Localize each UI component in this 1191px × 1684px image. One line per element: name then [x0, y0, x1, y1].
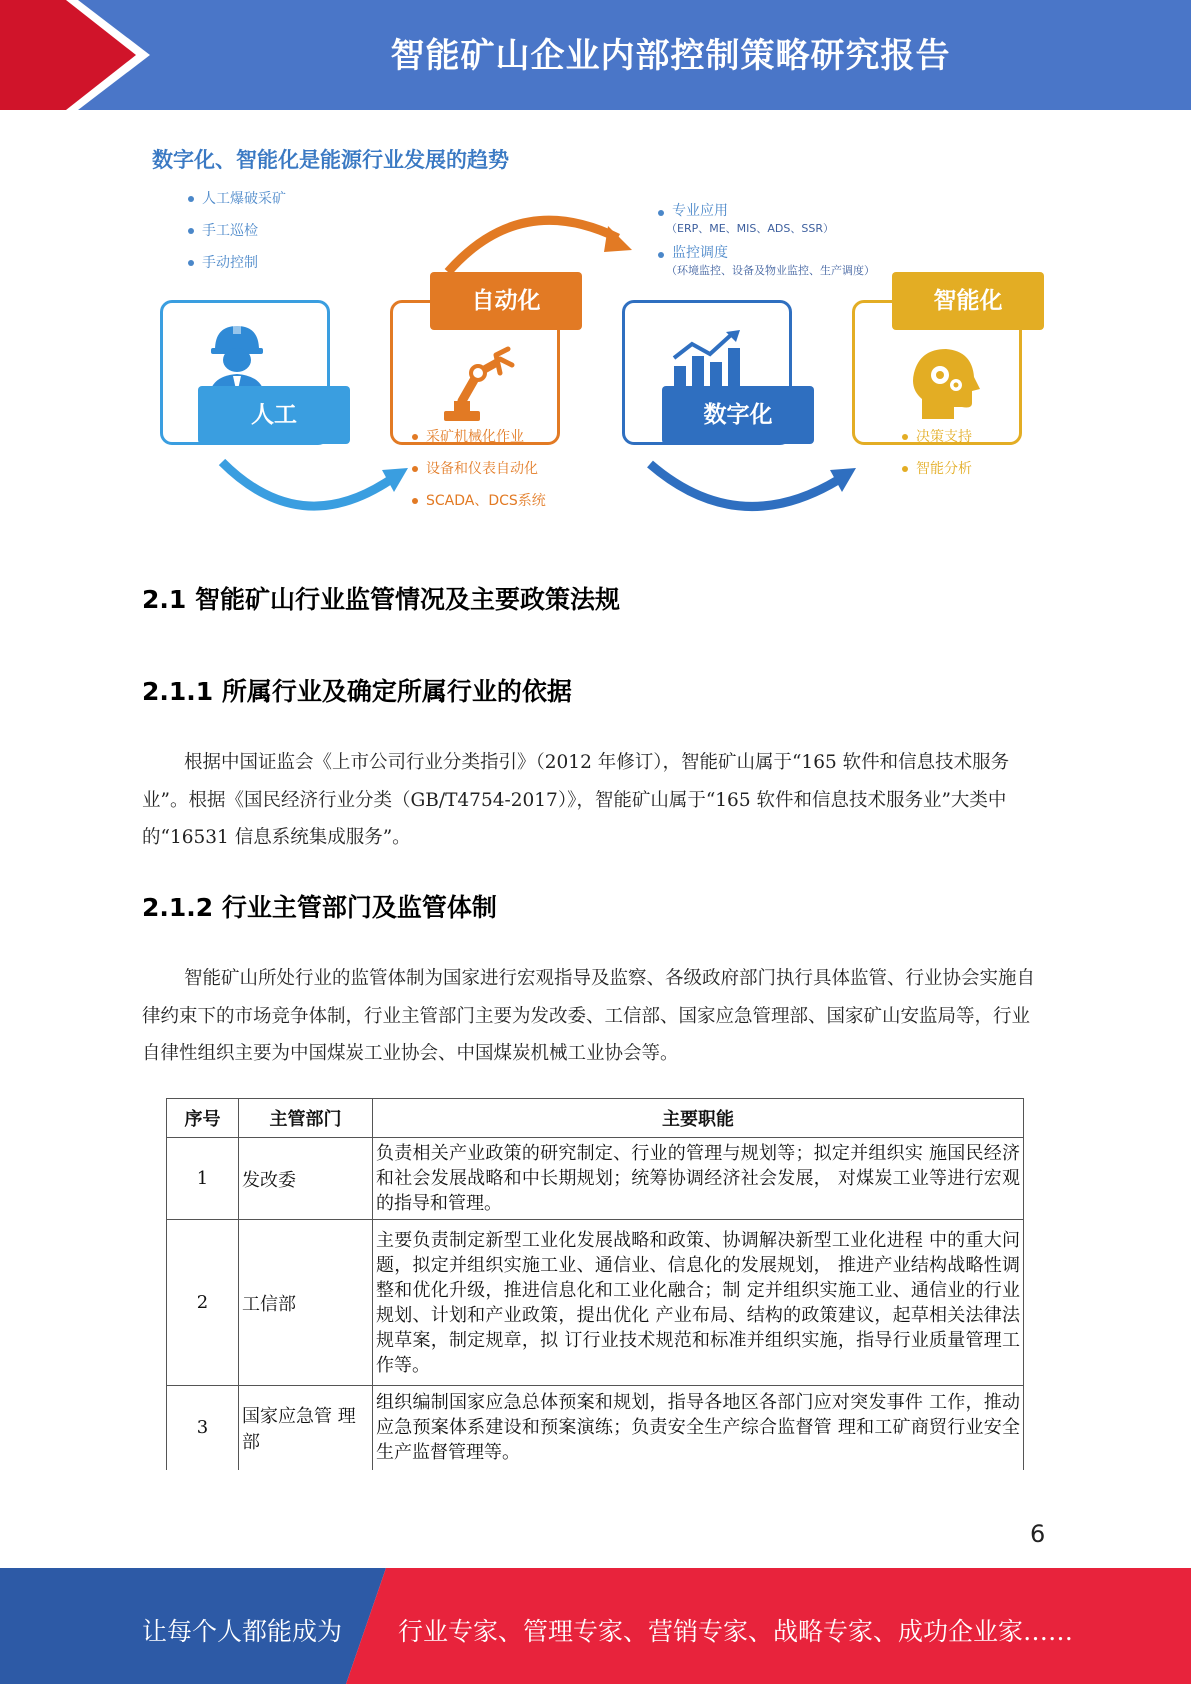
- section-heading-2-1: 2.1 智能矿山行业监管情况及主要政策法规: [142, 585, 620, 614]
- list-item: 手动控制: [188, 252, 286, 284]
- list-item: [658, 244, 875, 280]
- section-heading-2-1-1: 2.1.1 所属行业及确定所属行业的依据: [142, 677, 572, 706]
- brain-gear-icon: [910, 345, 980, 419]
- footer-slogan-right: 行业专家、管理专家、营销专家、战略专家、成功企业家……: [398, 1617, 1074, 1646]
- table-cell-number: 2: [167, 1220, 239, 1386]
- table-header-cell: 主管部门: [239, 1099, 373, 1138]
- bullet-subtext: （ERP、ME、MIS、ADS、SSR）: [666, 222, 834, 235]
- header-bar: [0, 0, 1191, 110]
- list-item: 人工爆破采矿: [188, 188, 286, 220]
- stage-automation-label: 自动化: [430, 272, 582, 330]
- table-cell-department: 国家应急管 理部: [239, 1386, 373, 1470]
- diagram-title: 数字化、智能化是能源行业发展的趋势: [152, 148, 509, 172]
- list-item: [658, 202, 875, 238]
- table-cell-number: 1: [167, 1138, 239, 1220]
- bullet-subtext: （环境监控、设备及物业监控、生产调度）: [666, 264, 875, 277]
- robot-arm-icon: [438, 345, 518, 425]
- table-cell-duty: 主要负责制定新型工业化发展战略和政策、协调解决新型工业化进程 中的重大问题，拟定并组织实施工业、通信业、信息化的发展规划， 推进产业结构战略性调整和优化升级，推进信息化和工业化融合；制 定并组织实施工业、通信业的行业规划、计划和产业政策，提出优化 产业布局、结构的政策建议，起草相关法律法规草案，制定规章，拟 订行业技术规范和标准并组织实施，指导行业质量管理工作等。: [373, 1220, 1024, 1386]
- table-row: [167, 1220, 1024, 1386]
- table-header-cell: 主要职能: [373, 1099, 1024, 1138]
- intelligent-bullets: [902, 426, 972, 490]
- table-row: [167, 1138, 1024, 1220]
- list-item: 手工巡检: [188, 220, 286, 252]
- list-item: 采矿机械化作业: [412, 426, 546, 458]
- table-cell-number: 3: [167, 1386, 239, 1470]
- digital-bullets: [658, 202, 875, 286]
- paragraph-industry-classification: 根据中国证监会《上市公司行业分类指引》（2012 年修订），智能矿山属于“165 软件和信息技术服务业”。根据《国民经济行业分类（GB/T4754-2017）》，智能矿山属于“165 软件和信息技术服务业”大类中的“16531 信息系统集成服务”。: [142, 752, 1010, 848]
- table-cell-duty: 负责相关产业政策的研究制定、行业的管理与规划等；拟定并组织实 施国民经济和社会发展战略和中长期规划；统筹协调经济社会发展， 对煤炭工业等进行宏观的指导和管理。: [373, 1138, 1024, 1220]
- table-row: [167, 1386, 1024, 1470]
- bullet-text: 监控调度: [672, 245, 728, 261]
- page-number: 6: [1030, 1520, 1046, 1548]
- paragraph-regulatory-system: 智能矿山所处行业的监管体制为国家进行宏观指导及监察、各级政府部门执行具体监管、行业协会实施自律约束下的市场竞争体制，行业主管部门主要为发改委、工信部、国家应急管理部、国家矿山安监局等，行业自律性组织主要为中国煤炭工业协会、中国煤炭机械工业协会等。: [142, 968, 1036, 1064]
- industry-trend-diagram: [150, 140, 1050, 560]
- header-chevron-decoration: [0, 0, 150, 110]
- table-header-row: [167, 1099, 1024, 1138]
- stage-intelligent-label: 智能化: [892, 272, 1044, 330]
- list-item: SCADA、DCS系统: [412, 490, 546, 522]
- regulatory-departments-table: [166, 1098, 1024, 1470]
- table-cell-duty: 组织编制国家应急总体预案和规划，指导各地区各部门应对突发事件 工作，推动应急预案体系建设和预案演练；负责安全生产综合监督管 理和工矿商贸行业安全生产监督管理等。: [373, 1386, 1024, 1470]
- manual-bullets: [188, 188, 286, 284]
- footer-banner: [0, 1568, 1191, 1684]
- table-cell-department: 发改委: [239, 1138, 373, 1220]
- list-item: 决策支持: [902, 426, 972, 458]
- bullet-text: 专业应用: [672, 203, 728, 219]
- automation-bullets: [412, 426, 546, 522]
- table-cell-department: 工信部: [239, 1220, 373, 1386]
- list-item: 智能分析: [902, 458, 972, 490]
- report-title: 智能矿山企业内部控制策略研究报告: [390, 36, 951, 76]
- footer-slogan-left: 让每个人都能成为: [142, 1617, 343, 1646]
- stage-manual-label: 人工: [198, 386, 350, 444]
- stage-digital-label: 数字化: [662, 386, 814, 444]
- section-heading-2-1-2: 2.1.2 行业主管部门及监管体制: [142, 893, 497, 922]
- table-header-cell: 序号: [167, 1099, 239, 1138]
- list-item: 设备和仪表自动化: [412, 458, 546, 490]
